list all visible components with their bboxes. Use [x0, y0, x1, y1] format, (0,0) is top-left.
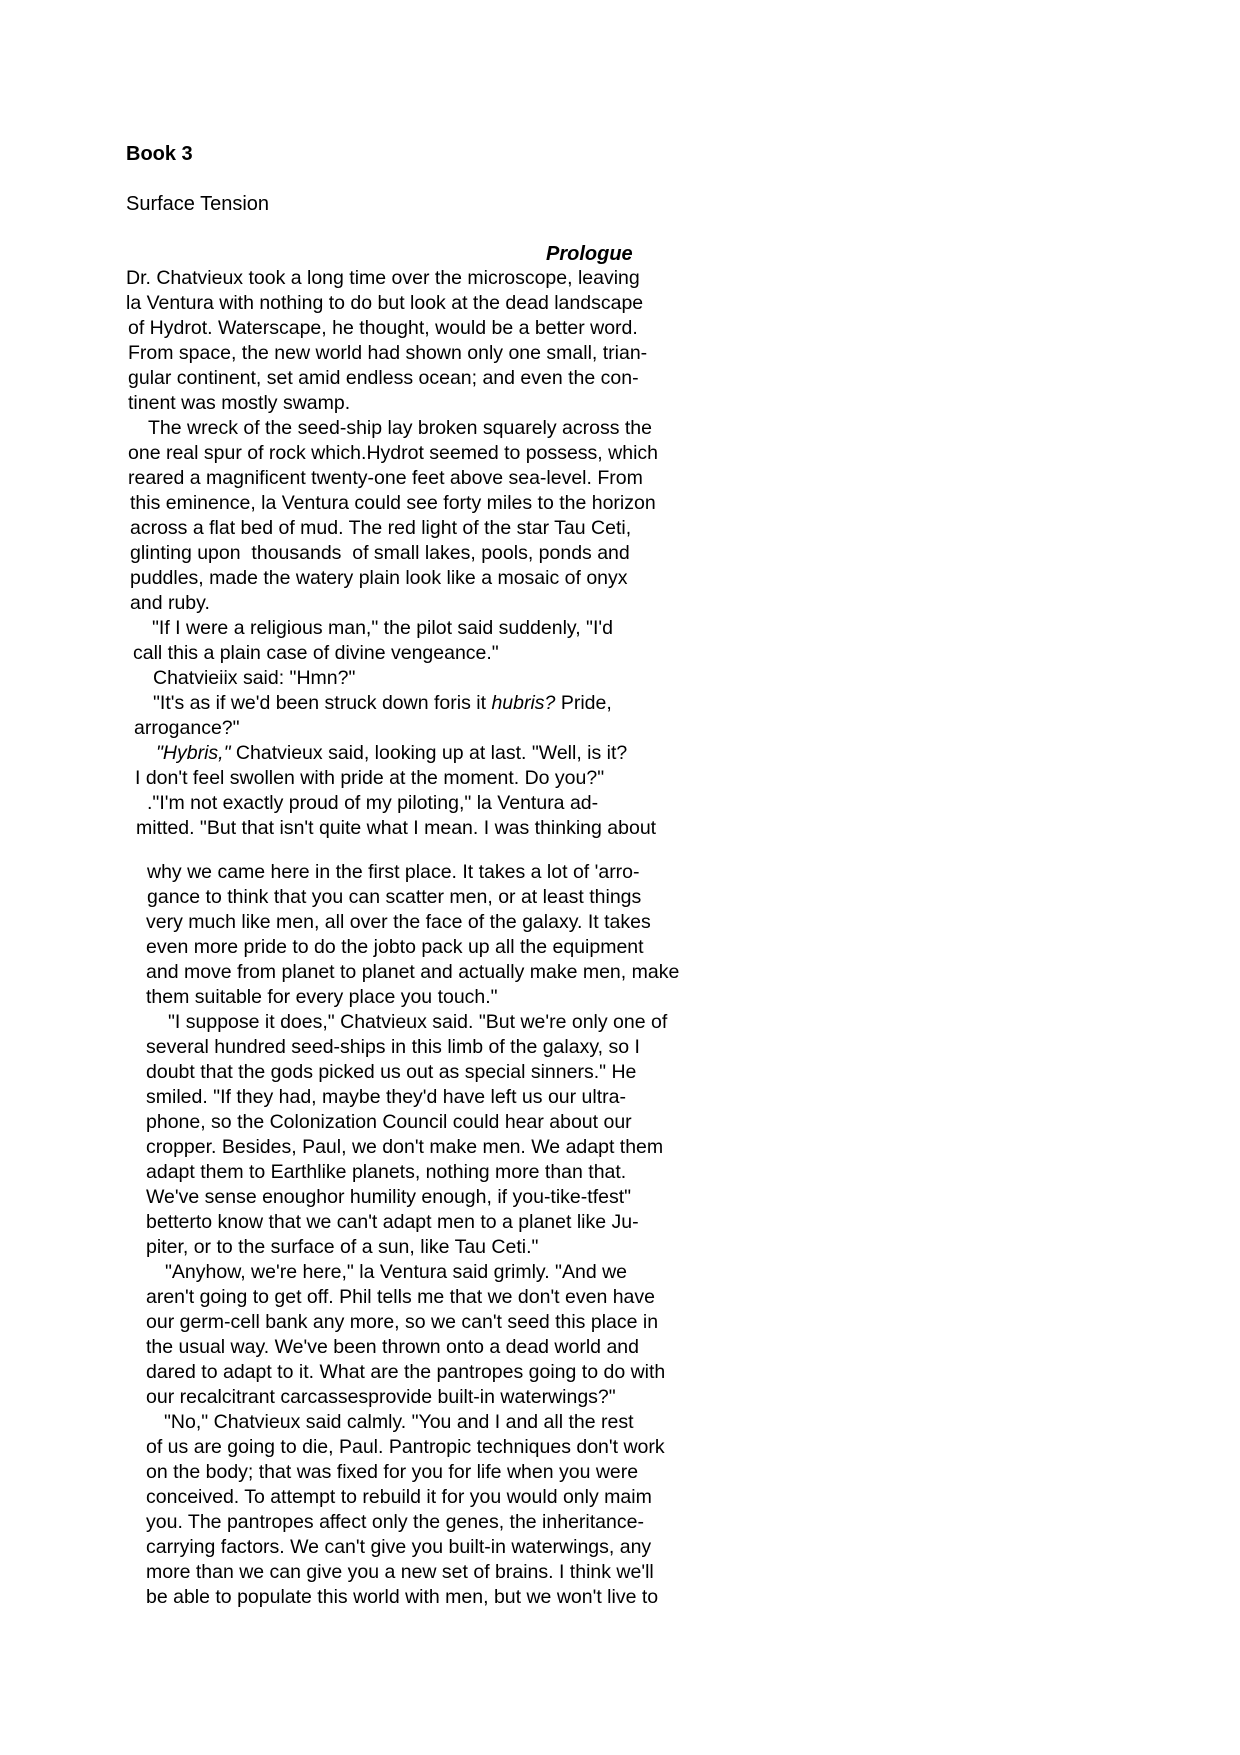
text-line: our recalcitrant carcassesprovide built-in waterwings?": [146, 1386, 616, 1408]
text-line: betterto know that we can't adapt men to a planet like Ju-: [146, 1211, 639, 1233]
text-line: doubt that the gods picked us out as special sinners." He: [146, 1061, 637, 1083]
text-line: adapt them to Earthlike planets, nothing more than that.: [146, 1161, 627, 1183]
text-line: several hundred seed-ships in this limb of the galaxy, so I: [146, 1036, 640, 1058]
italic-word: "Hybris,": [156, 742, 231, 764]
text-line: more than we can give you a new set of brains. I think we'll: [146, 1561, 654, 1583]
text-line: Dr. Chatvieux took a long time over the microscope, leaving: [126, 267, 640, 289]
text-line: carrying factors. We can't give you built-in waterwings, any: [146, 1536, 652, 1558]
text-block-lower: [146, 860, 679, 1610]
text-line: and ruby.: [130, 592, 210, 614]
text-block-upper: [126, 266, 658, 841]
text-line: dared to adapt to it. What are the pantropes going to do with: [146, 1361, 666, 1383]
text-line: I don't feel swollen with pride at the moment. Do you?": [135, 767, 605, 789]
text-line: them suitable for every place you touch.": [146, 986, 498, 1008]
text-line: smiled. "If they had, maybe they'd have left us our ultra-: [146, 1086, 626, 1108]
text-line: of us are going to die, Paul. Pantropic techniques don't work: [146, 1436, 665, 1458]
text-line: you. The pantropes affect only the genes, the inheritance-: [146, 1511, 644, 1533]
text-line: gance to think that you can scatter men, or at least things: [147, 886, 642, 908]
text-line: "I suppose it does," Chatvieux said. "But we're only one of: [168, 1011, 668, 1033]
text-line: "No," Chatvieux said calmly. "You and I and all the rest: [164, 1411, 634, 1433]
text-line: why we came here in the first place. It takes a lot of 'arro-: [147, 861, 640, 883]
text-line: "If I were a religious man," the pilot said suddenly, "I'd: [152, 617, 613, 639]
text-line: ."I'm not exactly proud of my piloting," la Ventura ad-: [147, 792, 599, 814]
text-line: our germ-cell bank any more, so we can't seed this place in: [146, 1311, 659, 1333]
text-line: gular continent, set amid endless ocean; and even the con-: [128, 367, 639, 389]
text-line: puddles, made the watery plain look like a mosaic of onyx: [130, 567, 628, 589]
text-line: arrogance?": [134, 717, 240, 739]
text-line: call this a plain case of divine vengeance.": [133, 642, 499, 664]
text-line: glinting upon thousands of small lakes, pools, ponds and: [130, 542, 630, 564]
text-line: of Hydrot. Waterscape, he thought, would be a better word.: [128, 317, 638, 339]
text-line: even more pride to do the jobto pack up all the equipment: [146, 936, 644, 958]
text-line: From space, the new world had shown only one small, trian-: [128, 342, 648, 364]
text-line: one real spur of rock which.Hydrot seemed to possess, which: [128, 442, 658, 464]
chapter-title: Surface Tension: [126, 193, 270, 215]
text-line: very much like men, all over the face of the galaxy. It takes: [146, 911, 651, 933]
text-line: and move from planet to planet and actually make men, make: [146, 961, 680, 983]
text-line: cropper. Besides, Paul, we don't make men. We adapt them: [146, 1136, 664, 1158]
text-line: phone, so the Colonization Council could hear about our: [146, 1111, 632, 1133]
text-line: We've sense enoughor humility enough, if you-tike-tfest": [146, 1186, 632, 1208]
section-heading: Prologue: [546, 243, 633, 265]
text-line: "Hybris," Chatvieux said, looking up at last. "Well, is it?: [156, 742, 628, 764]
text-line: this eminence, la Ventura could see forty miles to the horizon: [130, 492, 656, 514]
text-line: across a flat bed of mud. The red light of the star Tau Ceti,: [130, 517, 632, 539]
italic-word: hubris?: [491, 692, 556, 714]
text-line: aren't going to get off. Phil tells me that we don't even have: [146, 1286, 655, 1308]
text-line: "Anyhow, we're here," la Ventura said grimly. "And we: [165, 1261, 628, 1283]
text-line: reared a magnificent twenty-one feet above sea-level. From: [128, 467, 643, 489]
book-heading: Book 3: [126, 143, 193, 165]
text-line: Chatvieiix said: "Hmn?": [153, 667, 356, 689]
text-line: piter, or to the surface of a sun, like Tau Ceti.": [146, 1236, 539, 1258]
text-line: la Ventura with nothing to do but look at the dead landscape: [126, 292, 644, 314]
text-line: the usual way. We've been thrown onto a dead world and: [146, 1336, 639, 1358]
text-line: The wreck of the seed-ship lay broken squarely across the: [148, 417, 653, 439]
text-line: "It's as if we'd been struck down foris it hubris? Pride,: [153, 692, 612, 714]
text-line: be able to populate this world with men, but we won't live to: [146, 1586, 659, 1608]
text-line: tinent was mostly swamp.: [128, 392, 351, 414]
text-line: mitted. "But that isn't quite what I mean. I was thinking about: [136, 817, 657, 839]
text-line: on the body; that was fixed for you for life when you were: [146, 1461, 639, 1483]
text-line: conceived. To attempt to rebuild it for you would only maim: [146, 1486, 652, 1508]
